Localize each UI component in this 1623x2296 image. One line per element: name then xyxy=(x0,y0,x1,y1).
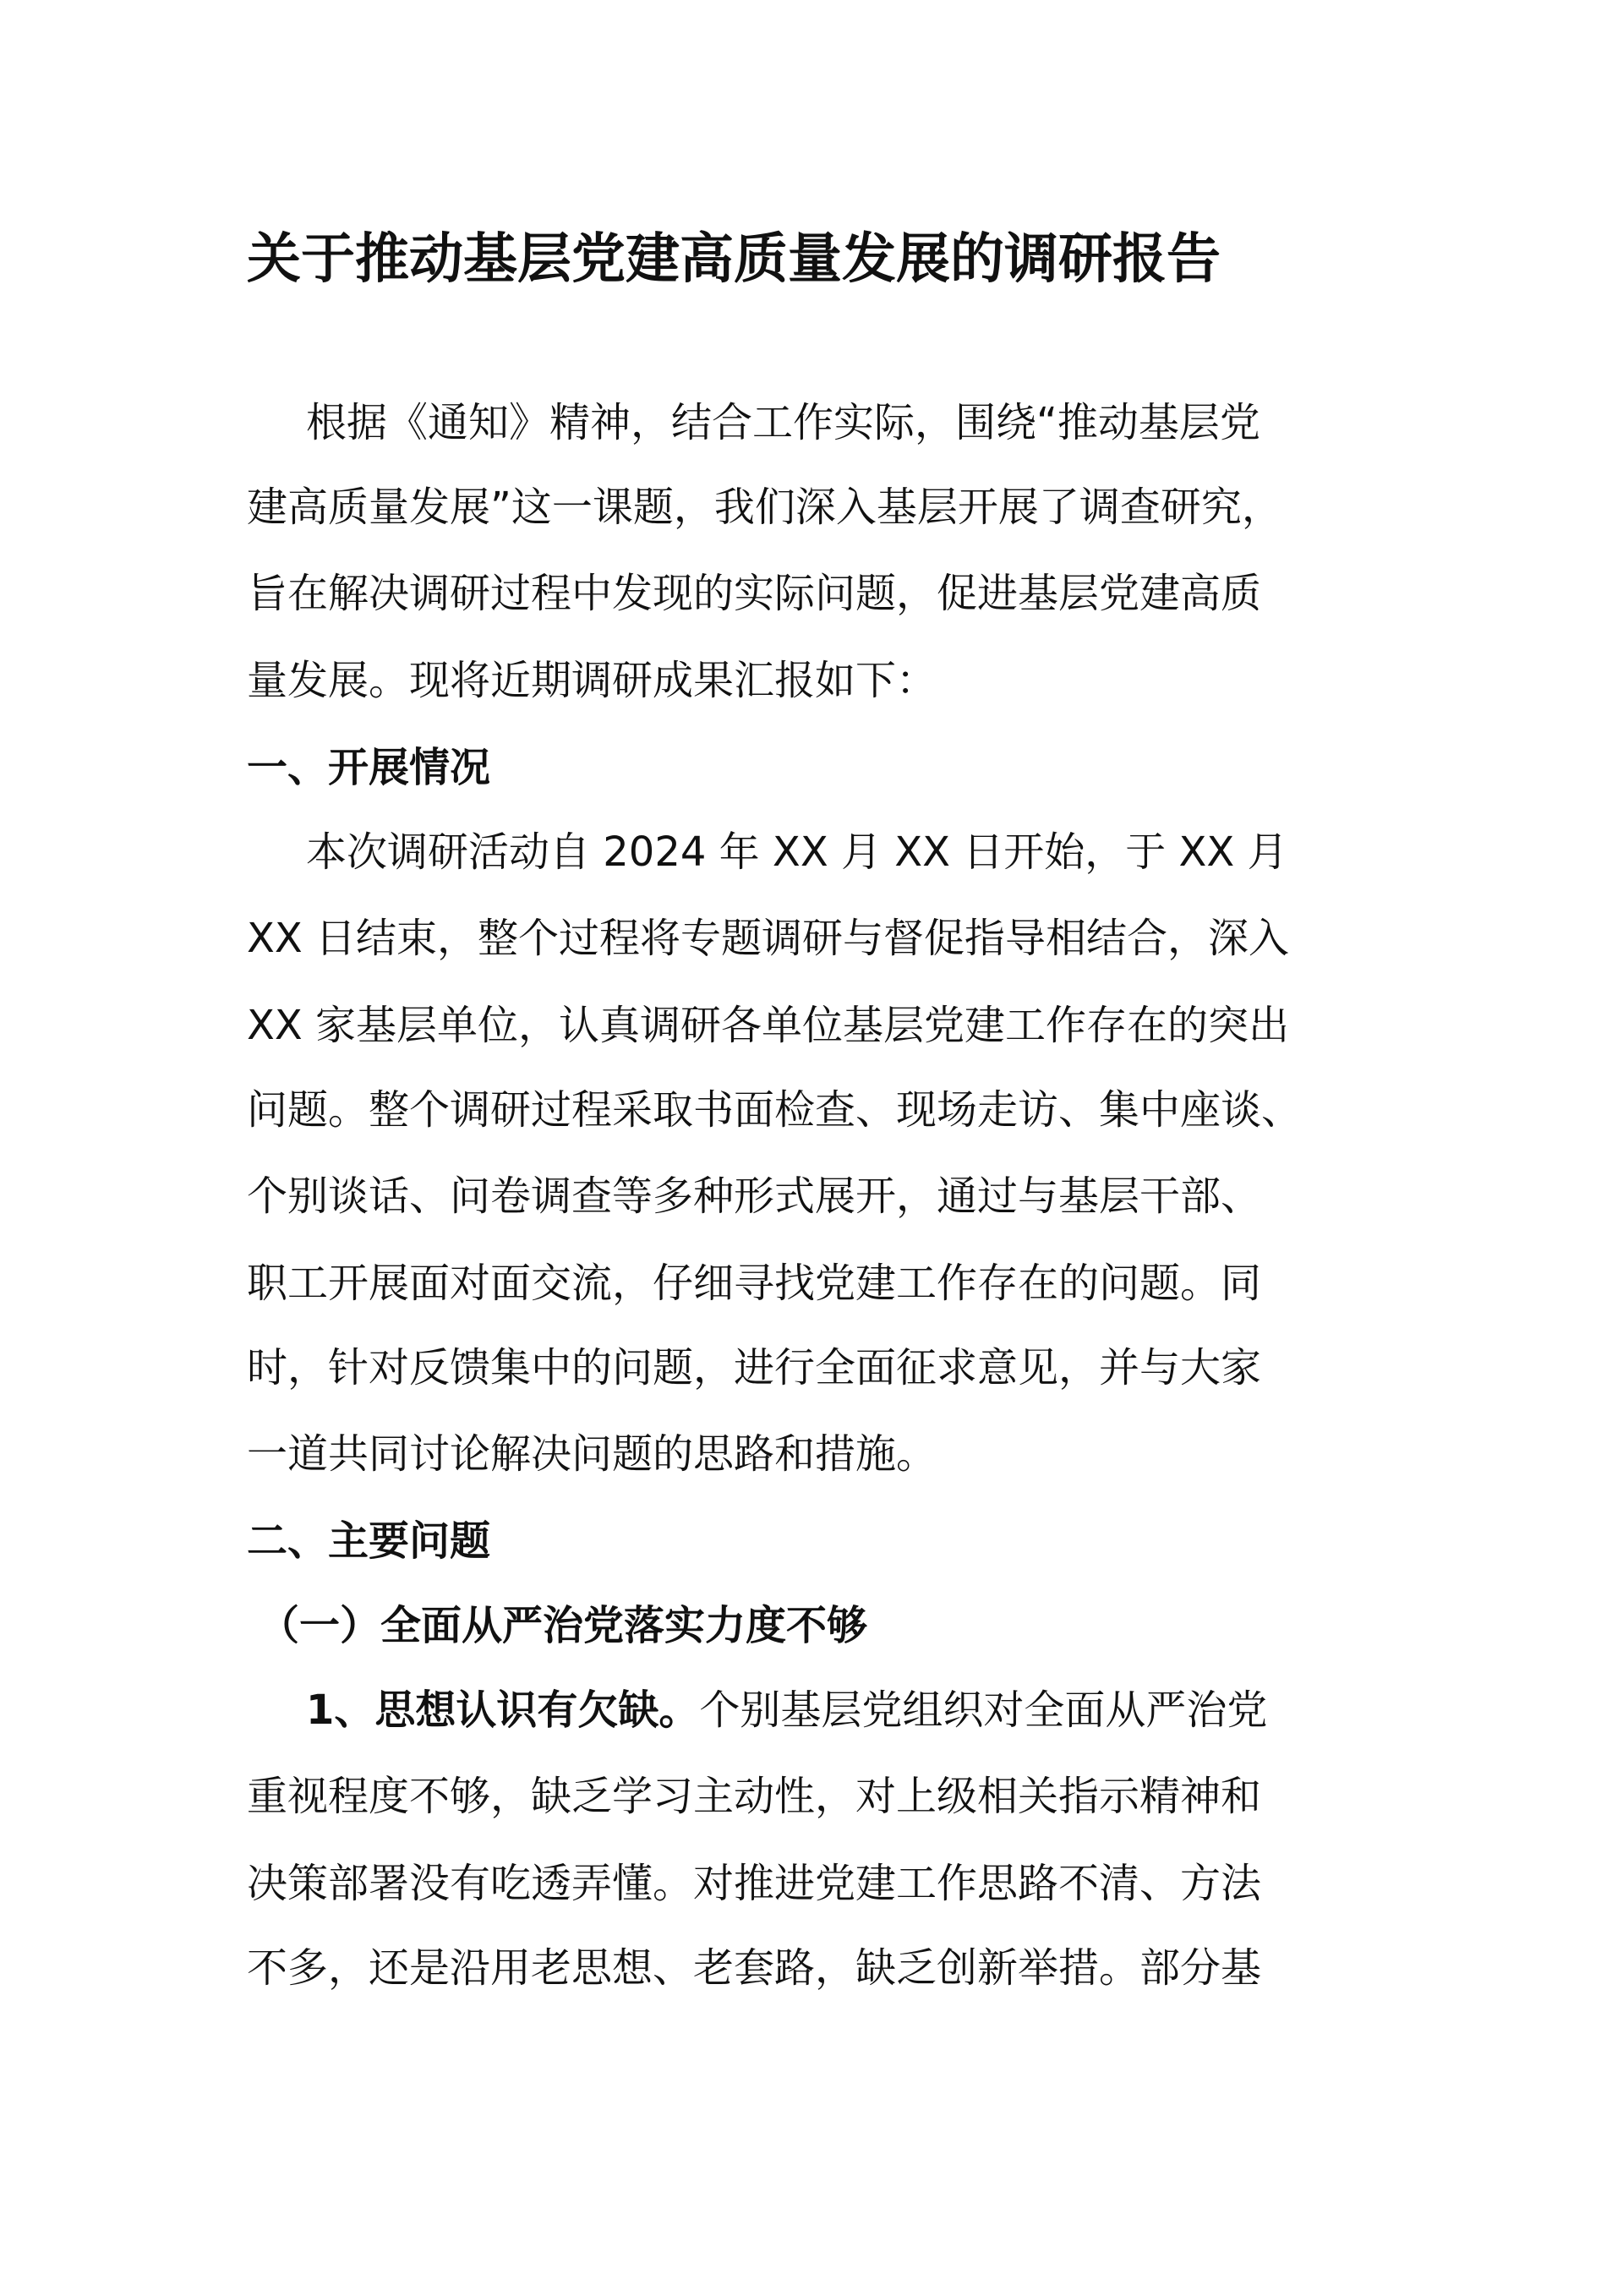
item-1-line-1 xyxy=(306,1685,1267,1736)
intro-line-1: 根据《通知》精神，结合工作实际，围绕“推动基层党 xyxy=(306,399,1260,446)
section-2-subheading: （一）全面从严治党落实力度不够 xyxy=(259,1602,868,1649)
item-1-line-3: 决策部署没有吃透弄懂。对推进党建工作思路不清、方法 xyxy=(247,1860,1262,1907)
intro-line-4: 量发展。现将近期调研成果汇报如下： xyxy=(247,657,937,704)
section-1-line-4: 问题。整个调研过程采取书面检查、现场走访、集中座谈、 xyxy=(247,1086,1303,1134)
item-1-line-2: 重视程度不够，缺乏学习主动性，对上级相关指示精神和 xyxy=(247,1773,1262,1820)
item-1-label: 1、思想认识有欠缺。 xyxy=(306,1686,700,1734)
section-1-line-6: 职工开展面对面交流，仔细寻找党建工作存在的问题。同 xyxy=(247,1260,1262,1307)
section-1-line-2: XX 日结束，整个过程将专题调研与督促指导相结合，深入 xyxy=(247,915,1290,962)
item-1-line-4: 不多，还是沿用老思想、老套路，缺乏创新举措。部分基 xyxy=(247,1944,1262,1992)
section-2-heading: 二、主要问题 xyxy=(247,1517,491,1565)
intro-line-2: 建高质量发展”这一课题，我们深入基层开展了调查研究， xyxy=(247,484,1282,531)
section-1-line-7: 时，针对反馈集中的问题，进行全面征求意见，并与大家 xyxy=(247,1344,1262,1391)
section-1-line-5: 个别谈话、问卷调查等多种形式展开，通过与基层干部、 xyxy=(247,1173,1262,1220)
section-1-heading: 一、开展情况 xyxy=(247,744,491,791)
document-title: 关于推动基层党建高质量发展的调研报告 xyxy=(247,228,1221,291)
section-1-line-1: 本次调研活动自 2024 年 XX 月 XX 日开始，于 XX 月 xyxy=(306,828,1288,876)
intro-line-3: 旨在解决调研过程中发现的实际问题，促进基层党建高质 xyxy=(247,570,1262,617)
section-1-line-8: 一道共同讨论解决问题的思路和措施。 xyxy=(247,1430,937,1478)
section-1-line-3: XX 家基层单位，认真调研各单位基层党建工作存在的突出 xyxy=(247,1002,1290,1049)
item-1-first-line-text: 个别基层党组织对全面从严治党 xyxy=(699,1686,1268,1734)
